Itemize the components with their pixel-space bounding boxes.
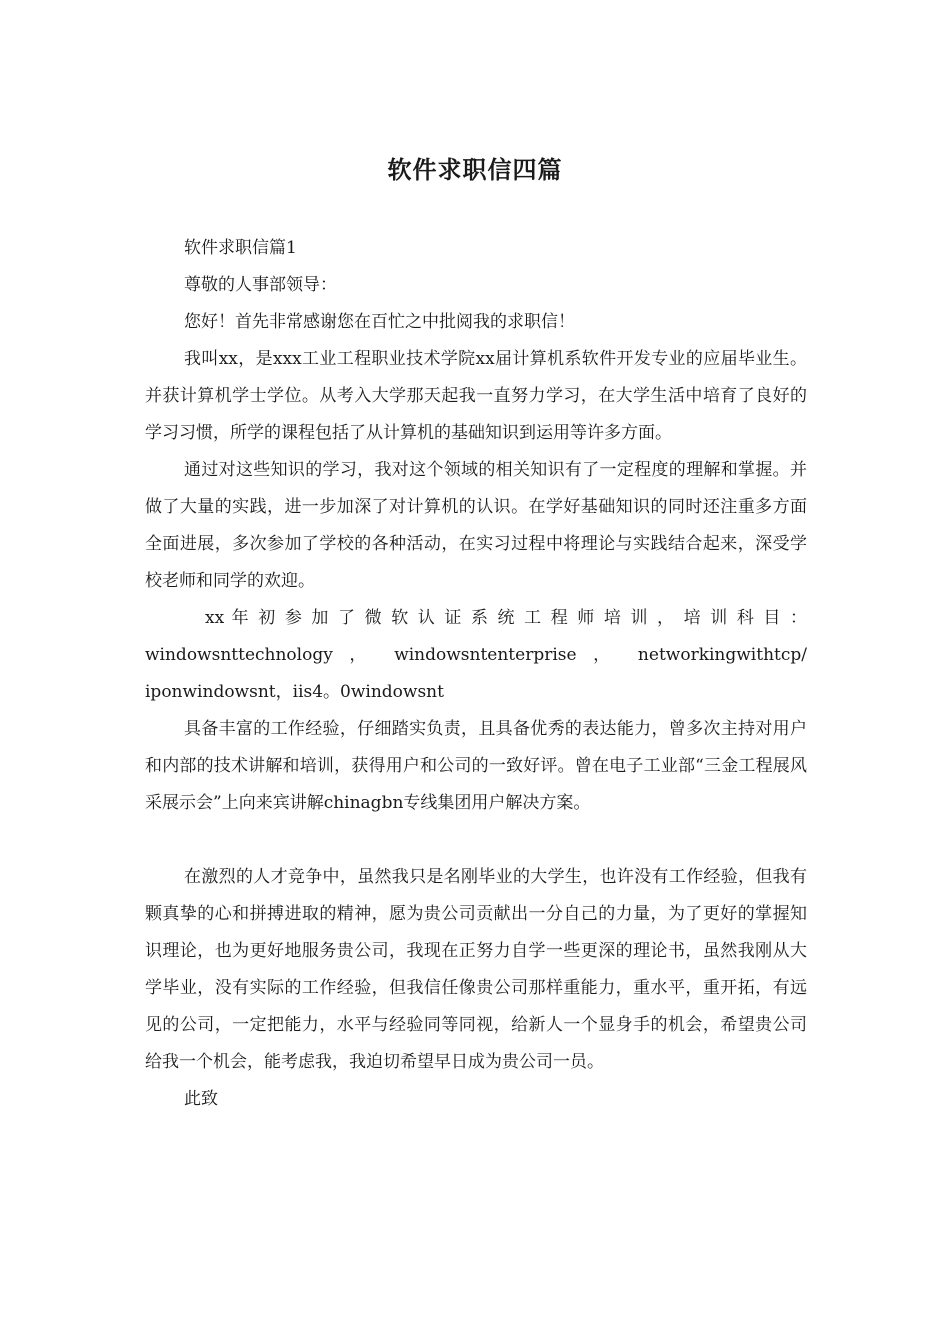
salutation: 尊敬的人事部领导： xyxy=(184,275,337,295)
document-title: 软件求职信四篇 xyxy=(387,155,563,184)
greeting-paragraph: 您好！首先非常感谢您在百忙之中批阅我的求职信！ xyxy=(184,312,575,332)
certification-line: iponwindowsnt，ⅱs4。0windowsnt xyxy=(145,682,444,702)
certification-paragraph xyxy=(145,600,807,711)
intro-paragraph: 我叫xx，是xxx工业工程职业技术学院xx届计算机系软件开发专业的应届毕业生。并获计算机学士学位。从考入大学那天起我一直努力学习，在大学生活中培育了良好的学习习惯，所学的课程包括了从计算机的基础知识到运用等许多方面。 xyxy=(145,349,807,443)
certification-line: windowsnttechnology ， windowsntenterprise ， networkingwithtcp/ xyxy=(145,645,807,665)
section-heading: 软件求职信篇1 xyxy=(184,238,297,258)
closing-line: 此致 xyxy=(184,1089,218,1109)
certification-line: xx 年 初 参 加 了 微 软 认 证 系 统 工 程 师 培 训 ， 培 训 科 目 ： xyxy=(205,608,807,628)
paragraph-spacer xyxy=(145,822,807,859)
experience-paragraph: 具备丰富的工作经验，仔细踏实负责，且具备优秀的表达能力，曾多次主持对用户和内部的技术讲解和培训，获得用户和公司的一致好评。曾在电子工业部“三金工程展风采展示会”上向来宾讲解chinagbn专线集团用户解决方案。 xyxy=(145,719,807,813)
document-body xyxy=(145,230,807,1118)
study-paragraph: 通过对这些知识的学习，我对这个领域的相关知识有了一定程度的理解和掌握。并做了大量的实践，进一步加深了对计算机的认识。在学好基础知识的同时还注重多方面全面进展，多次参加了学校的各种活动，在实习过程中将理论与实践结合起来，深受学校老师和同学的欢迎。 xyxy=(145,460,807,591)
motivation-paragraph: 在激烈的人才竞争中，虽然我只是名刚毕业的大学生，也许没有工作经验，但我有颗真挚的心和拼搏进取的精神，愿为贵公司贡献出一分自己的力量，为了更好的掌握知识理论，也为更好地服务贵公司，我现在正努力自学一些更深的理论书，虽然我刚从大学毕业，没有实际的工作经验，但我信任像贵公司那样重能力，重水平，重开拓，有远见的公司，一定把能力，水平与经验同等同视，给新人一个显身手的机会，希望贵公司给我一个机会，能考虑我，我迫切希望早日成为贵公司一员。 xyxy=(145,867,807,1072)
